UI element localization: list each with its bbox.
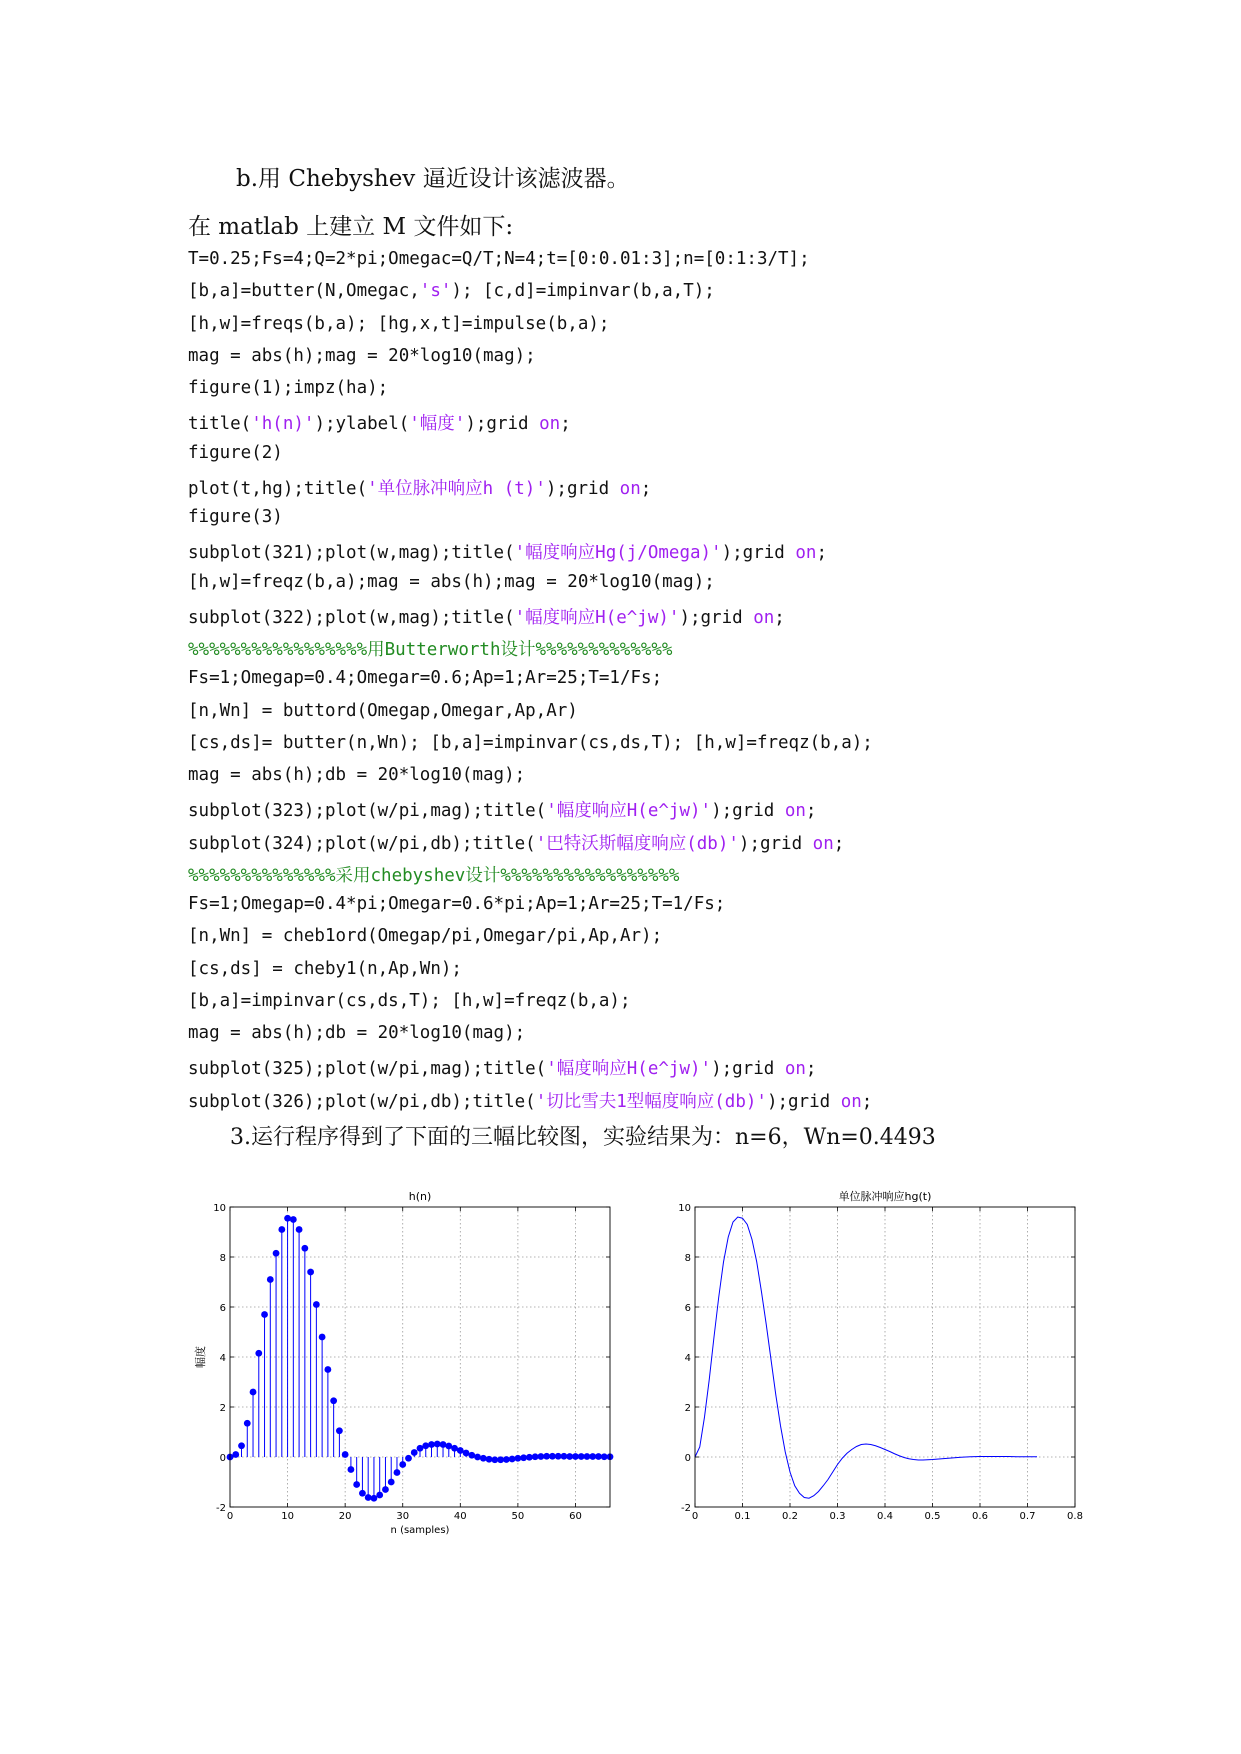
stem-marker	[261, 1311, 268, 1318]
stem-marker	[520, 1454, 527, 1461]
stem-marker	[319, 1334, 326, 1341]
stem-marker	[394, 1469, 401, 1476]
code-token: on	[812, 834, 834, 854]
code-line	[188, 1055, 816, 1080]
code-line	[188, 604, 785, 629]
stem-marker	[301, 1245, 308, 1252]
code-token: subplot(324);plot(w/pi,db);title(	[188, 834, 536, 854]
stem-marker	[526, 1454, 533, 1461]
code-line	[188, 346, 536, 366]
code-token: figure(3)	[188, 507, 283, 527]
x-tick-label: 0	[226, 1511, 234, 1522]
stem-marker	[353, 1481, 360, 1488]
stem-marker	[411, 1449, 418, 1456]
x-tick-label: 0.7	[1019, 1511, 1036, 1522]
code-line	[188, 443, 283, 463]
code-token: '幅度响应H(e^jw)'	[514, 608, 680, 628]
code-line	[188, 926, 662, 946]
stem-marker	[313, 1301, 320, 1308]
y-tick-label: -2	[216, 1503, 226, 1514]
y-tick-label: 4	[684, 1353, 691, 1364]
stem-marker	[422, 1442, 429, 1449]
code-token: [h,w]=freqs(b,a); [hg,x,t]=impulse(b,a);	[188, 314, 610, 334]
x-tick-label: 0.4	[877, 1511, 893, 1522]
stem-marker	[244, 1420, 251, 1427]
x-tick-label: 60	[569, 1511, 582, 1522]
y-tick-label: -2	[681, 1503, 691, 1514]
code-token: on	[784, 1059, 806, 1079]
x-tick-label: 0.5	[924, 1511, 941, 1522]
y-tick-label: 0	[219, 1453, 226, 1464]
code-token: '幅度响应Hg(j/Omega)'	[514, 543, 722, 563]
code-token: %%%%%%%%%%%%%%%%%用Butterworth设计%%%%%%%%%%%%%	[188, 640, 673, 660]
code-token: %%%%%%%%%%%%%%采用chebyshev设计%%%%%%%%%%%%%%%%%	[188, 866, 680, 886]
code-token: [n,Wn] = buttord(Omegap,Omegar,Ap,Ar)	[188, 701, 578, 721]
stem-marker	[503, 1456, 510, 1463]
stem-marker	[273, 1250, 280, 1257]
code-token: );grid	[679, 608, 754, 628]
code-line	[188, 765, 525, 785]
stem-marker	[474, 1454, 481, 1461]
code-token: );grid	[738, 834, 813, 854]
y-tick-label: 10	[213, 1203, 226, 1214]
stem-marker	[250, 1389, 257, 1396]
x-tick-label: 0.3	[829, 1511, 846, 1522]
stem-marker	[232, 1451, 239, 1458]
stem-marker	[405, 1455, 412, 1462]
y-tick-label: 4	[219, 1353, 226, 1364]
matlab-code-block	[188, 249, 1198, 1129]
code-line	[188, 314, 609, 334]
code-token: );grid	[465, 414, 540, 434]
code-line	[188, 701, 578, 721]
code-token: mag = abs(h);mag = 20*log10(mag);	[188, 346, 536, 366]
x-tick-label: 0	[691, 1511, 699, 1522]
y-tick-label: 8	[684, 1253, 691, 1264]
code-token: Fs=1;Omegap=0.4*pi;Omegar=0.6*pi;Ap=1;Ar=25;T=1/Fs;	[188, 894, 726, 914]
stem-marker	[468, 1452, 475, 1459]
code-token: '巴特沃斯幅度响应(db)'	[535, 834, 739, 854]
stem-marker	[348, 1466, 355, 1473]
code-line	[188, 572, 715, 592]
code-token: mag = abs(h);db = 20*log10(mag);	[188, 1023, 526, 1043]
code-line	[188, 281, 715, 301]
code-token: title(	[188, 414, 252, 434]
x-tick-label: 40	[453, 1511, 467, 1522]
stem-marker	[296, 1226, 303, 1233]
code-token: ;	[805, 801, 817, 821]
code-token: plot(t,hg);title(	[188, 479, 368, 499]
stem-marker	[509, 1456, 516, 1463]
code-token: );grid	[711, 801, 785, 821]
code-line	[188, 378, 388, 398]
y-axis-label: 幅度	[194, 1346, 207, 1368]
code-token: [cs,ds]= butter(n,Wn); [b,a]=impinvar(cs,ds,T); [h,w]=freqz(b,a);	[188, 733, 873, 753]
x-axis-label: n (samples)	[390, 1525, 450, 1535]
stem-marker	[278, 1226, 285, 1233]
stem-marker	[336, 1427, 343, 1434]
y-tick-label: 10	[678, 1203, 691, 1214]
y-tick-label: 8	[219, 1253, 226, 1264]
code-token: ;	[816, 543, 827, 563]
code-token: '幅度响应H(e^jw)'	[546, 801, 712, 821]
stem-marker	[388, 1479, 395, 1486]
code-line	[188, 475, 651, 500]
section-heading-b: b.用 Chebyshev 逼近设计该滤波器。	[236, 166, 630, 192]
code-line	[188, 733, 873, 753]
x-tick-label: 0.2	[782, 1511, 798, 1522]
code-token: );grid	[766, 1092, 841, 1112]
stem-marker	[428, 1441, 435, 1448]
code-line	[188, 636, 672, 661]
code-token: on	[840, 1092, 862, 1112]
code-line	[188, 797, 816, 822]
code-token: '幅度响应H(e^jw)'	[546, 1059, 712, 1079]
code-token: ); [c,d]=impinvar(b,a,T);	[451, 281, 715, 301]
code-token: ;	[560, 414, 571, 434]
code-line	[188, 410, 571, 435]
code-line	[188, 249, 810, 269]
code-line	[188, 1088, 872, 1113]
code-token: ;	[833, 834, 845, 854]
stem-marker	[480, 1455, 487, 1462]
x-tick-label: 10	[281, 1511, 294, 1522]
code-token: on	[753, 608, 775, 628]
code-token: '幅度'	[409, 414, 466, 434]
stem-marker	[514, 1455, 521, 1462]
stem-marker	[255, 1350, 262, 1357]
stem-marker	[382, 1486, 389, 1493]
y-tick-label: 6	[684, 1303, 691, 1314]
code-token: );grid	[721, 543, 796, 563]
chart-title: h(n)	[408, 1190, 432, 1203]
x-tick-label: 30	[396, 1511, 410, 1522]
code-token: '单位脉冲响应h (t)'	[367, 479, 546, 499]
x-tick-label: 50	[511, 1511, 525, 1522]
y-tick-label: 2	[684, 1403, 691, 1414]
code-token: subplot(323);plot(w/pi,mag);title(	[188, 801, 547, 821]
chart-hn-stem	[190, 1185, 630, 1535]
code-token: );ylabel(	[314, 414, 410, 434]
code-token: [b,a]=butter(N,Omegac,	[188, 281, 420, 301]
code-token: );grid	[545, 479, 620, 499]
stem-marker	[371, 1495, 378, 1502]
code-token: [b,a]=impinvar(cs,ds,T); [h,w]=freqz(b,a);	[188, 991, 631, 1011]
code-token: on	[539, 414, 561, 434]
code-token: on	[795, 543, 817, 563]
stem-marker	[290, 1216, 297, 1223]
code-line	[188, 991, 631, 1011]
code-token: T=0.25;Fs=4;Q=2*pi;Omegac=Q/T;N=4;t=[0:0.01:3];n=[0:1:3/T];	[188, 249, 810, 269]
code-line	[188, 830, 844, 855]
stem-marker	[284, 1215, 291, 1222]
stem-marker	[434, 1441, 441, 1448]
code-token: subplot(322);plot(w,mag);title(	[188, 608, 515, 628]
stem-marker	[376, 1492, 383, 1499]
code-token: ;	[861, 1092, 873, 1112]
code-line	[188, 862, 679, 887]
code-token: ;	[774, 608, 785, 628]
code-token: ;	[805, 1059, 817, 1079]
code-token: '切比雪夫1型幅度响应(db)'	[535, 1092, 767, 1112]
code-token: on	[619, 479, 641, 499]
chart-title: 单位脉冲响应hg(t)	[838, 1190, 932, 1203]
code-token: 's'	[419, 281, 452, 301]
code-token: figure(1);impz(ha);	[188, 378, 389, 398]
code-token: figure(2)	[188, 443, 283, 463]
section-heading-m-file: 在 matlab 上建立 M 文件如下:	[188, 214, 514, 240]
stem-marker	[307, 1269, 314, 1276]
chart-impulse-response	[655, 1185, 1095, 1535]
code-token: ;	[640, 479, 652, 499]
result-line: 3.运行程序得到了下面的三幅比较图，实验结果为：n=6，Wn=0.4493	[230, 1125, 936, 1150]
x-tick-label: 0.8	[1067, 1511, 1083, 1522]
code-line	[188, 959, 462, 979]
x-tick-label: 0.1	[734, 1511, 751, 1522]
code-line	[188, 507, 283, 527]
stem-marker	[486, 1456, 493, 1463]
stem-marker	[365, 1494, 372, 1501]
code-token: subplot(326);plot(w/pi,db);title(	[188, 1092, 536, 1112]
stem-marker	[238, 1442, 245, 1449]
stem-marker	[359, 1490, 366, 1497]
code-line	[188, 894, 725, 914]
stem-marker	[399, 1461, 406, 1468]
code-token: 'h(n)'	[251, 414, 315, 434]
y-tick-label: 6	[219, 1303, 226, 1314]
stem-marker	[267, 1276, 274, 1283]
code-line	[188, 539, 827, 564]
stem-marker	[330, 1397, 337, 1404]
x-tick-label: 20	[338, 1511, 352, 1522]
code-token: [h,w]=freqz(b,a);mag = abs(h);mag = 20*log10(mag);	[188, 572, 715, 592]
code-token: on	[784, 801, 806, 821]
code-line	[188, 1023, 525, 1043]
code-token: );grid	[711, 1059, 785, 1079]
code-token: subplot(325);plot(w/pi,mag);title(	[188, 1059, 547, 1079]
stem-marker	[342, 1451, 349, 1458]
code-token: Fs=1;Omegap=0.4;Omegar=0.6;Ap=1;Ar=25;T=1/Fs;	[188, 668, 663, 688]
stem-marker	[440, 1441, 447, 1448]
x-tick-label: 0.6	[972, 1511, 988, 1522]
stem-marker	[324, 1366, 331, 1373]
code-token: [n,Wn] = cheb1ord(Omegap/pi,Omegar/pi,Ap,Ar);	[188, 926, 663, 946]
code-token: [cs,ds] = cheby1(n,Ap,Wn);	[188, 959, 462, 979]
y-tick-label: 0	[684, 1453, 691, 1464]
code-token: mag = abs(h);db = 20*log10(mag);	[188, 765, 526, 785]
code-line	[188, 668, 662, 688]
code-token: subplot(321);plot(w,mag);title(	[188, 543, 515, 563]
y-tick-label: 2	[219, 1403, 226, 1414]
